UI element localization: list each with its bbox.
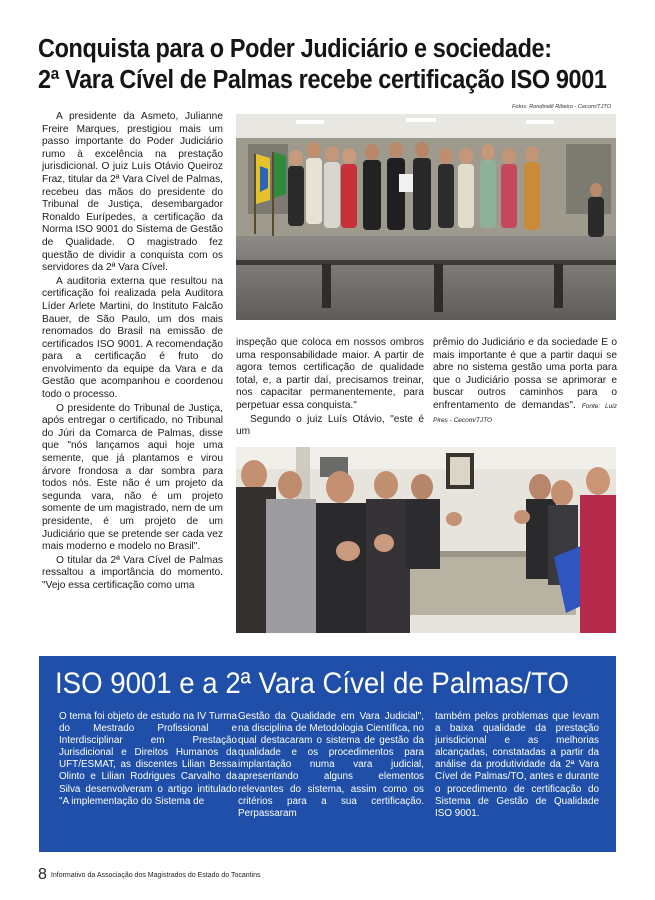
applause-photo — [236, 447, 616, 633]
right-paragraph-1 — [433, 337, 617, 427]
photo-credit: Fotos: Rondinelli Ribeiro - Cecom/TJTO — [512, 104, 612, 110]
article-middle-column — [236, 337, 424, 439]
publication-name: Informativo da Associação dos Magistrados do Estado do Tocantins — [50, 872, 261, 879]
ceremony-group-illustration — [236, 114, 616, 320]
iso-box-column-1: O tema foi objeto de estudo na IV Turma do Mestrado Profissional e Interdisciplinar em Prestação Jurisdicional e Direitos Humanos da UFT/ESMAT, as discentes Lilian Bessa Olinto e Lilian Rodrigues Carvalho da Silva desenvolveram o artigo intitulado "A implementação do Sistema de — [59, 711, 237, 807]
iso-box-title: ISO 9001 e a 2ª Vara Cível de Palmas/TO — [55, 667, 569, 700]
iso-box-column-2: Gestão da Qualidade em Vara Judicial", na disciplina de Metodologia Científica, no qual destacaram o sistema de gestão da qualidade e os procedimentos para implantação numa vara judicial, apresentando alguns elementos relevantes do sistema, assim como os critérios para a sua certificação. Perpassaram — [238, 711, 424, 819]
left-paragraph-3: O presidente do Tribunal de Justiça, após entregar o certificado, no Tribunal do Júri da Comarca de Palmas, disse que "nós lançamos aqui hoje uma semente, que já plantamos e virou árvore frondosa a dar sombra para todos nós. Este não é um projeto da segunda vara, não é um projeto somente de um magistrado, nem de um presidente, é um projeto de um Judiciário que se pretende ser cada vez mais moderno e modelo no Brasil". — [42, 402, 223, 553]
news-source: Fonte: Luiz Pires - Cecom/TJTO — [433, 402, 617, 424]
left-paragraph-4: O titular da 2ª Vara Cível de Palmas ressaltou a importância do momento. "Vejo essa certificação como uma — [42, 554, 223, 591]
applause-illustration — [236, 447, 616, 633]
left-paragraph-1: A presidente da Asmeto, Julianne Freire Marques, prestigiou mais um passo importante do Poder Judiciário rumo à excelência na prestação jurisdicional. O juiz Luís Otávio Queiroz Fraz, titular da 2ª Vara Cível de Palmas, recebeu das mãos do presidente do Tribunal de Justiça, desembargador Ronaldo Eurípedes, a certificação da Norma ISO 9001 do Sistema de Gestão de Qualidade. O magistrado fez questão de dividir a conquista com os servidores da 2ª Vara Cível. — [42, 111, 223, 274]
article-title — [38, 34, 607, 96]
article-left-column — [42, 111, 223, 593]
article-right-column — [433, 337, 617, 427]
middle-paragraph-2: Segundo o juiz Luís Otávio, "este é um — [236, 413, 424, 438]
page-footer — [38, 866, 261, 884]
page-number: 8 — [38, 866, 47, 883]
middle-paragraph-1: inspeção que coloca em nossos ombros uma responsabilidade maior. A partir de agora temos certificação de qualidade total, e, a partir daí, precisamos treinar, nos capacitar permanentemente, para perpetuar essa conquista." — [236, 337, 424, 411]
article-title-line-1: Conquista para o Poder Judiciário e sociedade: — [38, 35, 552, 63]
iso-box-column-3: também pelos problemas que levam a baixa qualidade da prestação jurisdicional e as melhorias alcançadas, constatadas a partir da análise da produtividade da 2ª Vara Cível de Palmas/TO, antes e durante o procedimento de certificação do Sistema de Gestão de Qualidade ISO 9001. — [435, 711, 599, 819]
article-title-line-2: 2ª Vara Cível de Palmas recebe certificação ISO 9001 — [38, 66, 607, 94]
ceremony-group-photo — [236, 114, 616, 320]
right-paragraph-text: prêmio do Judiciário e da sociedade E o mais importante é que a partir daqui se abre no sistema gestão uma porta para que o Judiciário possa se aprimorar e buscar outros caminhos para o enfrentamento de demandas". — [433, 337, 617, 411]
iso-info-box — [39, 656, 616, 852]
left-paragraph-2: A auditoria externa que resultou na certificação foi realizada pela Auditora Líder Arlete Martini, do Instituto Falcão Bauer, de São Paulo, um dos mais renomados do Brasil na emissão de certificados ISO 9001. A recomendação para a certificação é fruto do envolvimento da equipe da Vara e da Gestão que acompanhou e coordenou todo o processo. — [42, 275, 223, 401]
